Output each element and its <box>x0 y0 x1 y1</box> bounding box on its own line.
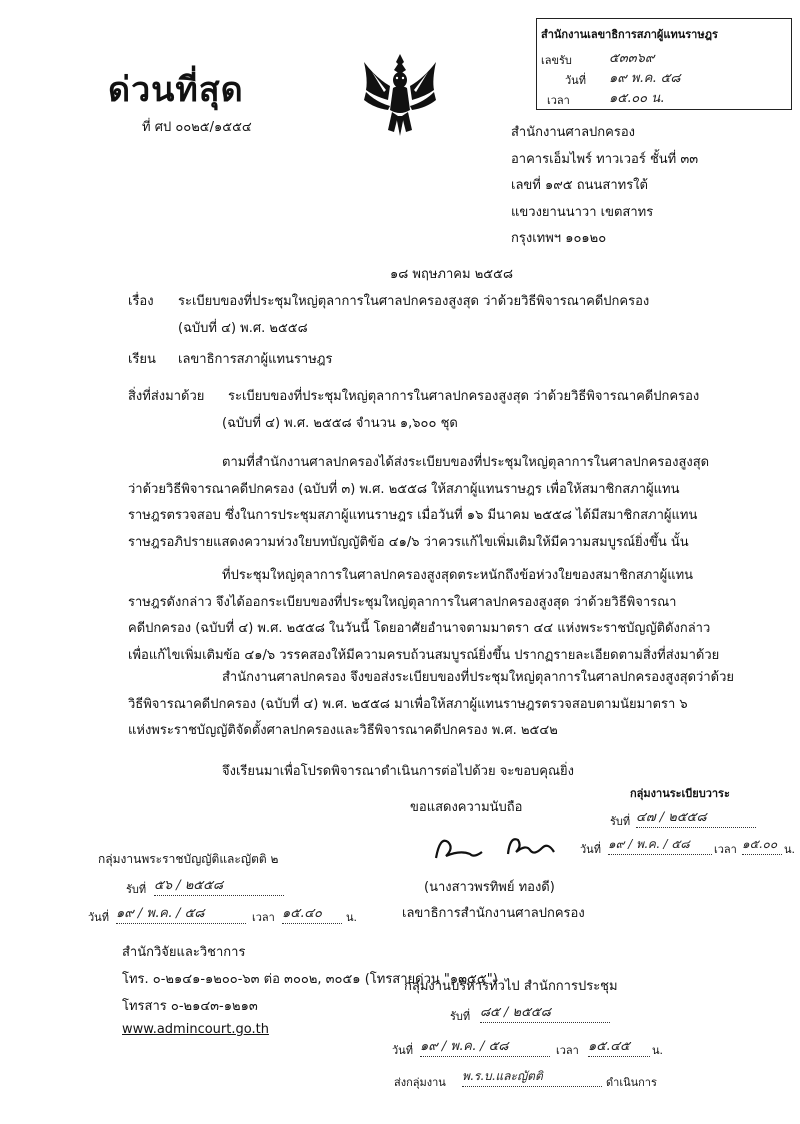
body-paragraph-3 <box>128 665 734 745</box>
body-line: ตามที่สำนักงานศาลปกครองได้ส่งระเบียบของที่ประชุมใหญ่ตุลาการในศาลปกครองสูงสุด <box>222 455 710 470</box>
address-line: กรุงเทพฯ ๑๐๑๒๐ <box>511 231 607 246</box>
body-line: ว่าด้วยวิธีพิจารณาคดีปกครอง (ฉบับที่ ๓) พ.ศ. ๒๕๕๘ ให้สภาผู้แทนราษฎร เพื่อให้สมาชิกสภาผู้แทน <box>128 481 680 497</box>
stamp-title: สำนักงานเลขาธิการสภาผู้แทนราษฎร <box>541 28 718 41</box>
stamp-label: เวลา <box>547 94 570 107</box>
stamp-label: เวลา <box>714 843 737 856</box>
address-line: เลขที่ ๑๙๕ ถนนสาทรใต้ <box>511 178 648 193</box>
body-line: ราษฎรอภิปรายแสดงความห่วงใยบทบัญญัติข้อ ๔๑/๖ ว่าควรแก้ไขเพิ่มเติมให้มีความสมบูรณ์ยิ่งขึ้น นั้น <box>128 534 689 550</box>
department-name: สำนักวิจัยและวิชาการ <box>122 945 246 960</box>
address-line: อาคารเอ็มไพร์ ทาวเวอร์ ชั้นที่ ๓๓ <box>511 151 699 167</box>
stamp-suffix: น. <box>784 843 796 856</box>
garuda-emblem <box>360 50 440 140</box>
fax-number: โทรสาร ๐-๒๑๔๓-๑๒๑๓ <box>122 999 258 1014</box>
stamp-label: เวลา <box>252 911 275 924</box>
body-line: ราษฎรดังกล่าว จึงได้ออกระเบียบของที่ประชุมใหญ่ตุลาการในศาลปกครองสูงสุด ว่าด้วยวิธีพิจารณา <box>128 594 677 610</box>
to-label: เรียน <box>128 352 156 367</box>
body-line: แห่งพระราชบัญญัติจัดตั้งศาลปกครองและวิธีพิจารณาคดีปกครอง พ.ศ. ๒๕๔๒ <box>128 723 558 738</box>
to-value: เลขาธิการสภาผู้แทนราษฎร <box>178 352 333 367</box>
receipt-stamp-top <box>536 18 792 110</box>
body-line: วิธีพิจารณาคดีปกครอง (ฉบับที่ ๔) พ.ศ. ๒๕๕๘ มาเพื่อให้สภาผู้แทนราษฎรตรวจสอบตามนัยมาตรา ๖ <box>128 696 688 712</box>
stamp-label: วันที่ <box>565 74 586 87</box>
stamp-group-title: กลุ่มงานบริหารทั่วไป สำนักการประชุม <box>404 979 618 994</box>
stamp-value: ๕๓๓๖๙ <box>609 51 655 66</box>
stamp-value: ๑๙ พ.ค. ๕๘ <box>609 71 681 86</box>
stamp-value: ๑๙ / พ.ค. / ๕๘ <box>116 902 246 924</box>
stamp-value: ๑๕.๔๐ <box>282 902 342 924</box>
body-line: ที่ประชุมใหญ่ตุลาการในศาลปกครองสูงสุดตระหนักถึงข้อห่วงใยของสมาชิกสภาผู้แทน <box>222 568 694 583</box>
stamp-meeting-bureau <box>390 975 780 1120</box>
stamp-value: พ.ร.บ.และญัตติ <box>462 1067 602 1087</box>
reference-number: ที่ ศป ๐๐๒๕/๑๕๕๔ <box>142 120 252 135</box>
subject-label: เรื่อง <box>128 294 154 309</box>
stamp-label: รับที่ <box>610 815 631 828</box>
stamp-label: วันที่ <box>580 843 601 856</box>
letter-date: ๑๘ พฤษภาคม ๒๕๕๘ <box>390 267 513 282</box>
urgency-heading: ด่วนที่สุด <box>108 70 244 110</box>
body-line: คดีปกครอง (ฉบับที่ ๔) พ.ศ. ๒๕๕๘ ในวันนี้ โดยอาศัยอำนาจตามมาตรา ๔๔ แห่งพระราชบัญญัติดังกล่าว <box>128 621 711 636</box>
stamp-group-title: กลุ่มงานระเบียบวาระ <box>630 787 730 800</box>
stamp-group-title: กลุ่มงานพระราชบัญญัติและญัตติ ๒ <box>98 852 279 866</box>
address-line: สำนักงานศาลปกครอง <box>511 125 636 140</box>
stamp-label: เวลา <box>556 1044 579 1057</box>
address-line: แขวงยานนาวา เขตสาทร <box>511 204 654 220</box>
stamp-value: ๘๕ / ๒๕๕๘ <box>480 1001 610 1023</box>
website-link[interactable]: www.admincourt.go.th <box>122 1022 269 1037</box>
stamp-agenda-group <box>580 780 800 865</box>
stamp-suffix: น. <box>346 911 358 924</box>
phone-number: โทร. ๐-๒๑๔๑-๑๒๐๐-๖๓ ต่อ ๓๐๐๒, ๓๐๕๑ (โทรสายด่วน "๑๓๕๕") <box>122 972 498 987</box>
stamp-label: วันที่ <box>88 911 109 924</box>
signer-title: เลขาธิการสำนักงานศาลปกครอง <box>402 906 585 921</box>
signature-image <box>430 828 570 868</box>
stamp-value: ๑๕.๐๐ น. <box>609 91 665 106</box>
office-address <box>511 120 698 253</box>
stamp-value: ๕๖ / ๒๕๕๘ <box>154 874 284 896</box>
subject-line: ระเบียบของที่ประชุมใหญ่ตุลาการในศาลปกครองสูงสุด ว่าด้วยวิธีพิจารณาคดีปกครอง <box>178 294 650 309</box>
stamp-legislation-group <box>88 850 378 930</box>
body-line: สำนักงานศาลปกครอง จึงขอส่งระเบียบของที่ประชุมใหญ่ตุลาการในศาลปกครองสูงสุดว่าด้วย <box>222 670 735 685</box>
closing-request: จึงเรียนมาเพื่อโปรดพิจารณาดำเนินการต่อไปด้วย จะขอบคุณยิ่ง <box>222 764 574 779</box>
body-line: เพื่อแก้ไขเพิ่มเติมข้อ ๔๑/๖ วรรคสองให้มีความครบถ้วนสมบูรณ์ยิ่งขึ้น ปรากฏรายละเอียดตามสิ่งที่ส่งมาด้วย <box>128 647 720 663</box>
body-paragraph-2 <box>128 563 719 669</box>
stamp-suffix: น. <box>652 1044 664 1057</box>
stamp-value: ๑๕.๔๕ <box>588 1035 650 1057</box>
signer-name: (นางสาวพรทิพย์ ทองดี) <box>424 880 555 895</box>
stamp-label: เลขรับ <box>541 54 572 67</box>
enclosure-label: สิ่งที่ส่งมาด้วย <box>128 389 205 404</box>
body-paragraph-1 <box>128 450 709 556</box>
enclosure-line: (ฉบับที่ ๔) พ.ศ. ๒๕๕๘ จำนวน ๑,๖๐๐ ชุด <box>222 416 458 431</box>
stamp-label: รับที่ <box>450 1010 471 1023</box>
stamp-value: ๑๙ / พ.ค. / ๕๘ <box>420 1035 550 1057</box>
stamp-value: ๑๙ / พ.ค. / ๕๘ <box>608 835 712 855</box>
stamp-label: วันที่ <box>392 1044 413 1057</box>
stamp-suffix: ดำเนินการ <box>606 1076 657 1089</box>
enclosure-line: ระเบียบของที่ประชุมใหญ่ตุลาการในศาลปกครองสูงสุด ว่าด้วยวิธีพิจารณาคดีปกครอง <box>228 389 700 404</box>
courtesy-closing: ขอแสดงความนับถือ <box>410 800 523 815</box>
subject-line: (ฉบับที่ ๔) พ.ศ. ๒๕๕๘ <box>178 321 308 336</box>
stamp-value: ๑๕.๐๐ <box>742 835 782 855</box>
stamp-label: ส่งกลุ่มงาน <box>394 1076 446 1089</box>
body-line: ราษฎรตรวจสอบ ซึ่งในการประชุมสภาผู้แทนราษฎร เมื่อวันที่ ๑๖ มีนาคม ๒๕๕๘ ได้มีสมาชิกสภาผู้แทน <box>128 508 698 523</box>
stamp-label: รับที่ <box>126 883 147 896</box>
stamp-value: ๔๗ / ๒๕๕๘ <box>636 806 756 828</box>
